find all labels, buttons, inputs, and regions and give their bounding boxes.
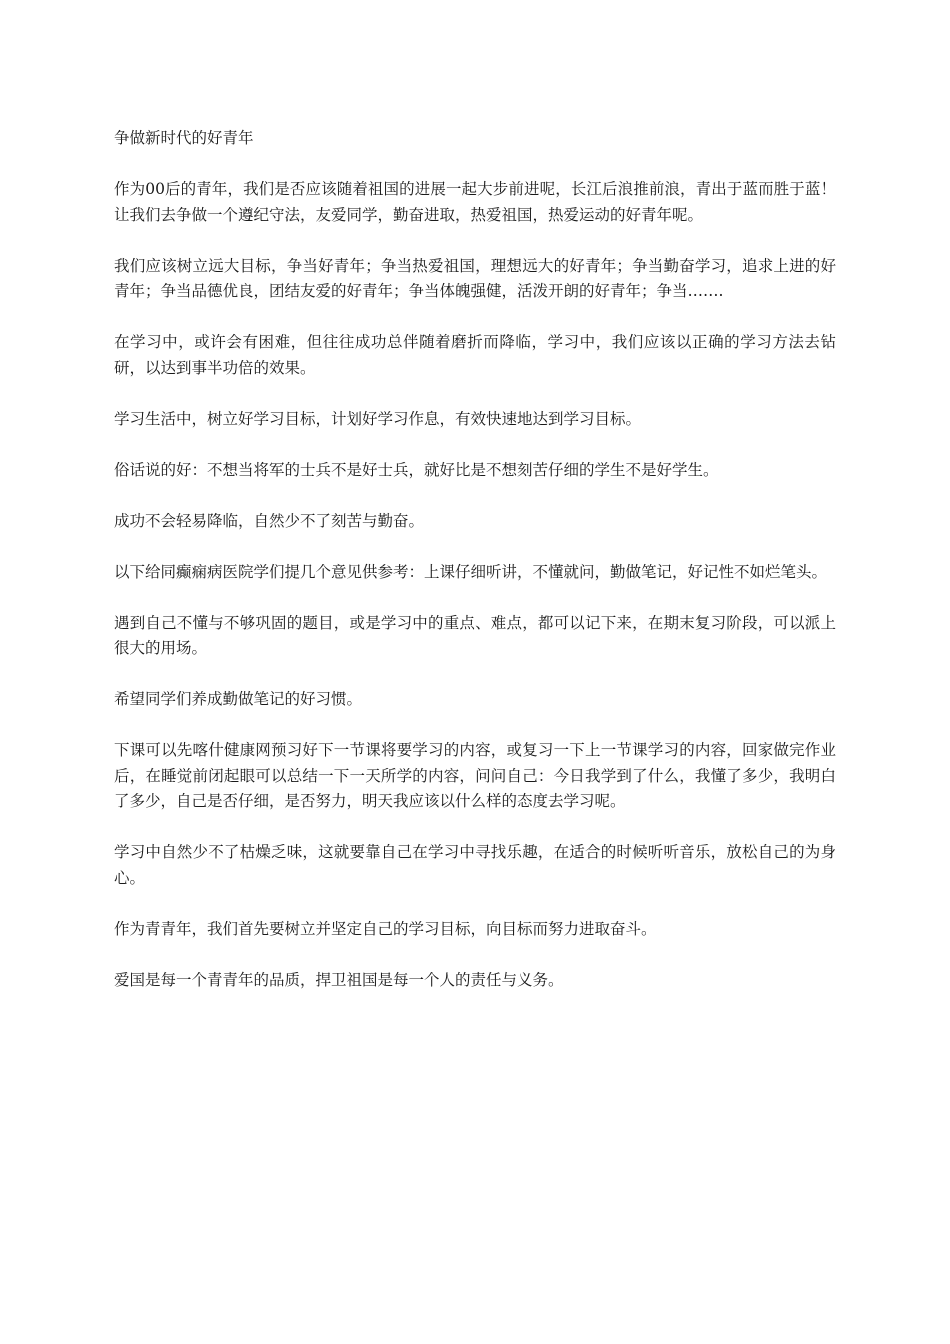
paragraph: 成功不会轻易降临，自然少不了刻苦与勤奋。	[114, 511, 425, 530]
paragraph: 以下给同癫痫病医院学们提几个意见供参考：上课仔细听讲，不懂就问，勤做笔记，好记性不如烂笔头。	[114, 562, 828, 581]
paragraph: 作为00后的青年，我们是否应该随着祖国的进展一起大步前进呢，长江后浪推前浪，青出于蓝而胜于蓝！让我们去争做一个遵纪守法，友爱同学，勤奋进取，热爱祖国，热爱运动的好青年呢。	[114, 180, 836, 224]
paragraph: 学习中自然少不了枯燥乏味，这就要靠自己在学习中寻找乐趣，在适合的时候听听音乐，放松自己的为身心。	[114, 843, 836, 887]
paragraph: 在学习中，或许会有困难，但往往成功总伴随着磨折而降临，学习中，我们应该以正确的学习方法去钻研，以达到事半功倍的效果。	[114, 333, 836, 377]
paragraph: 爱国是每一个青青年的品质，捍卫祖国是每一个人的责任与义务。	[114, 970, 564, 989]
paragraph: 我们应该树立远大目标，争当好青年；争当热爱祖国，理想远大的好青年；争当勤奋学习，追求上进的好青年；争当品德优良，团结友爱的好青年；争当体魄强健，活泼开朗的好青年；争当…….	[114, 256, 836, 300]
paragraph: 希望同学们养成勤做笔记的好习惯。	[114, 690, 363, 708]
paragraph: 作为青青年，我们首先要树立并坚定自己的学习目标，向目标而努力进取奋斗。	[114, 919, 657, 938]
document-title: 争做新时代的好青年	[114, 129, 254, 147]
paragraph: 下课可以先喀什健康网预习好下一节课将要学习的内容，或复习一下上一节课学习的内容，回家做完作业后，在睡觉前闭起眼可以总结一下一天所学的内容，问问自己：今日我学到了什么，我懂了多少，我明白了多少，自己是否仔细，是否努力，明天我应该以什么样的态度去学习呢。	[114, 741, 836, 810]
paragraph: 遇到自己不懂与不够巩固的题目，或是学习中的重点、难点，都可以记下来，在期末复习阶段，可以派上很大的用场。	[114, 613, 836, 657]
document-body	[114, 126, 836, 1019]
paragraph: 学习生活中，树立好学习目标，计划好学习作息，有效快速地达到学习目标。	[114, 409, 642, 428]
paragraph: 俗话说的好：不想当将军的士兵不是好士兵，就好比是不想刻苦仔细的学生不是好学生。	[114, 460, 719, 479]
